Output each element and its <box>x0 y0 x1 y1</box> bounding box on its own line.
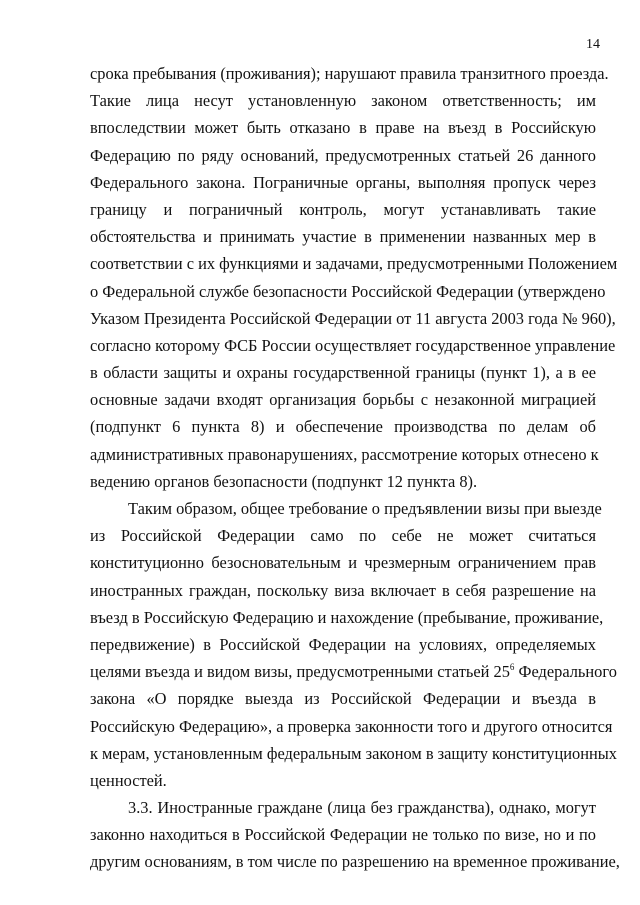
text-line <box>90 60 609 87</box>
text-line <box>90 767 596 794</box>
text-line <box>90 604 604 631</box>
text-line-content: законно находиться в Российской Федерации не только по визе, но и по <box>90 825 596 845</box>
text-line <box>90 522 596 549</box>
text-line-content: целями въезда и видом визы, предусмотренными статьей 25 <box>90 662 510 682</box>
text-line <box>90 658 617 685</box>
paragraph <box>90 60 618 495</box>
text-line <box>90 169 596 196</box>
text-line <box>90 278 606 305</box>
text-line <box>90 713 613 740</box>
text-line-content: из Российской Федерации само по себе не может считаться <box>90 526 596 546</box>
text-line-content: основные задачи входят организация борьбы с незаконной миграцией <box>90 390 596 410</box>
text-line-content: (подпункт 6 пункта 8) и обеспечение производства по делам об <box>90 417 596 437</box>
text-line-content: въезд в Российскую Федерацию и нахождение (пребывание, проживание, <box>90 607 604 627</box>
text-line-content: Российскую Федерацию», а проверка законности того и другого относится <box>90 716 613 736</box>
superscript-marker: 6 <box>509 662 515 673</box>
text-line-content: конституционно безосновательным и чрезмерным ограничением прав <box>90 553 596 573</box>
text-line <box>90 359 596 386</box>
text-line <box>90 631 596 658</box>
text-line-content: Указом Президента Российской Федерации от 11 августа 2003 года № 960), <box>90 308 616 328</box>
text-line-content: соответствии с их функциями и задачами, предусмотренными Положением <box>90 254 618 274</box>
text-line <box>90 142 596 169</box>
text-line <box>90 305 616 332</box>
text-line <box>90 332 616 359</box>
text-line <box>90 848 620 875</box>
text-line-content: закона «О порядке выезда из Российской Федерации и въезда в <box>90 689 596 709</box>
text-line <box>90 549 596 576</box>
text-line-content: административных правонарушениях, рассмотрение которых отнесено к <box>90 444 599 464</box>
text-line <box>90 495 602 522</box>
text-line-content: Такие лица несут установленную законом ответственность; им <box>90 91 596 111</box>
text-line-content: срока пребывания (проживания); нарушают правила транзитного проезда. <box>90 64 609 83</box>
text-line <box>90 577 596 604</box>
text-line-content: Федерацию по ряду оснований, предусмотренных статьей 26 данного <box>90 145 596 165</box>
text-line <box>90 794 596 821</box>
text-line-content: иностранных граждан, поскольку виза включает в себя разрешение на <box>90 580 596 600</box>
text-line-content: Таким образом, общее требование о предъявлении визы при выезде <box>128 499 602 518</box>
text-line-content: Федерального закона. Пограничные органы, выполняя пропуск через <box>90 172 596 192</box>
text-line-content: другим основаниям, в том числе по разрешению на временное проживание, <box>90 852 620 872</box>
text-line-content: впоследствии может быть отказано в праве на въезд в Российскую <box>90 118 596 138</box>
text-line-content: в области защиты и охраны государственной границы (пункт 1), а в ее <box>90 363 596 383</box>
text-line <box>90 196 596 223</box>
text-line-suffix: Федерального <box>514 662 617 682</box>
text-line-content: согласно которому ФСБ России осуществляет государственное управление <box>90 335 616 355</box>
text-line-content: передвижение) в Российской Федерации на условиях, определяемых <box>90 634 596 654</box>
text-line <box>90 114 596 141</box>
text-line <box>90 413 596 440</box>
text-line-content: 3.3. Иностранные граждане (лица без гражданства), однако, могут <box>128 798 596 818</box>
text-line <box>90 386 596 413</box>
text-line <box>90 821 596 848</box>
paragraph <box>90 794 620 876</box>
text-line-content: ценностей. <box>90 770 167 790</box>
paragraph <box>90 495 617 794</box>
text-line <box>90 468 596 495</box>
text-line-content: к мерам, установленным федеральным законом в защиту конституционных <box>90 743 617 763</box>
text-line <box>90 223 596 250</box>
text-line-content: ведению органов безопасности (подпункт 12 пункта 8). <box>90 471 478 491</box>
text-line <box>90 740 617 767</box>
page-number: 14 <box>586 37 600 52</box>
text-line <box>90 441 599 468</box>
text-line-content: о Федеральной службе безопасности Российской Федерации (утверждено <box>90 281 606 301</box>
document-body <box>90 60 620 876</box>
text-line <box>90 250 618 277</box>
text-line <box>90 685 596 712</box>
text-line-content: обстоятельства и принимать участие в применении названных мер в <box>90 227 596 247</box>
text-line <box>90 87 596 114</box>
text-line-content: границу и пограничный контроль, могут устанавливать такие <box>90 199 596 219</box>
